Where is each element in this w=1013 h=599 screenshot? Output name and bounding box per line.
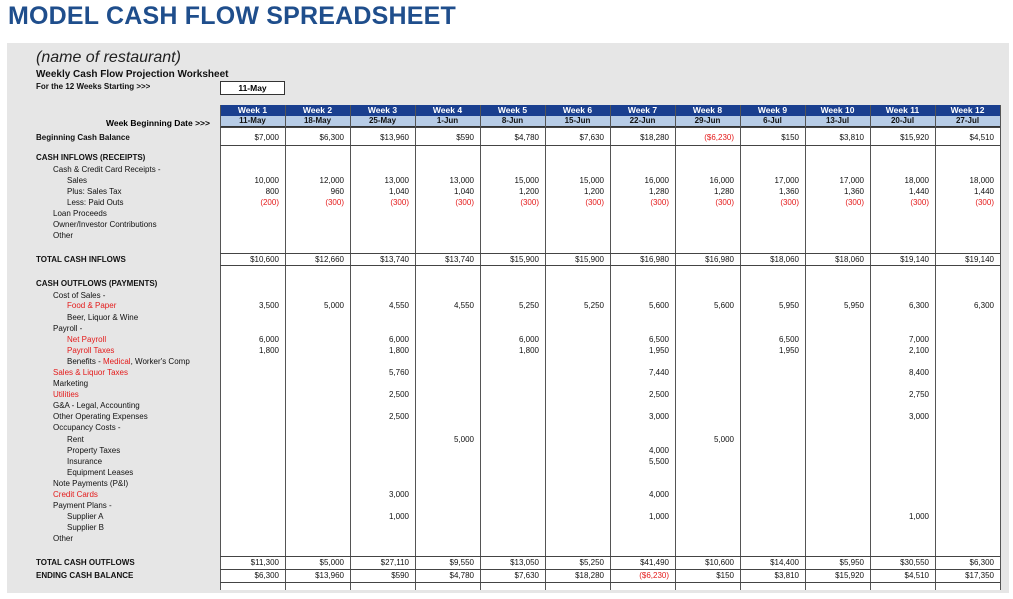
- row-label-cost-of-sales: Cost of Sales -: [53, 291, 106, 300]
- row-label-payment-plans: Payment Plans -: [53, 501, 112, 510]
- cell-beginning-cash[interactable]: $3,810: [839, 133, 864, 142]
- cell-payroll-taxes[interactable]: 1,950: [778, 346, 799, 355]
- cell-utilities[interactable]: 2,500: [388, 390, 409, 399]
- cell-total-inflows[interactable]: $16,980: [640, 255, 669, 264]
- cell-net-payroll[interactable]: 6,500: [778, 335, 799, 344]
- cell-sales-tax[interactable]: 1,200: [583, 187, 604, 196]
- week-date: 27-Jul: [935, 116, 1000, 127]
- cell-sales[interactable]: 15,000: [579, 176, 604, 185]
- week-date: 15-Jun: [545, 116, 610, 127]
- cell-total-outflows[interactable]: $5,250: [579, 558, 604, 567]
- week-header: Week 4: [415, 105, 480, 116]
- week-header: Week 1: [220, 105, 285, 116]
- cell-food-paper[interactable]: 5,250: [583, 301, 604, 310]
- cell-total-outflows[interactable]: $13,050: [510, 558, 539, 567]
- cell-beginning-cash[interactable]: $4,510: [969, 133, 994, 142]
- row-label-other-opex: Other Operating Expenses: [53, 412, 148, 421]
- cell-food-paper[interactable]: 5,250: [518, 301, 539, 310]
- cell-total-inflows[interactable]: $15,900: [510, 255, 539, 264]
- cell-ending-cash[interactable]: ($6,230): [639, 571, 669, 580]
- row-label-sales: Sales: [67, 176, 88, 185]
- week-header: Week 6: [545, 105, 610, 116]
- cell-paid-outs[interactable]: (300): [455, 198, 474, 207]
- row-label-food-paper: Food & Paper: [67, 301, 117, 310]
- cell-sales[interactable]: 16,000: [644, 176, 669, 185]
- cell-total-inflows[interactable]: $12,660: [315, 255, 344, 264]
- cell-property-taxes[interactable]: 4,000: [648, 446, 669, 455]
- row-rule: [220, 556, 1000, 557]
- cell-paid-outs[interactable]: (300): [715, 198, 734, 207]
- cell-beginning-cash[interactable]: $15,920: [900, 133, 929, 142]
- cell-sales-tax[interactable]: 1,280: [648, 187, 669, 196]
- row-label-equipment-leases: Equipment Leases: [67, 468, 134, 477]
- benefits-label-a: Benefits -: [67, 357, 104, 366]
- week-date: 11-May: [220, 116, 285, 127]
- cell-sales-tax[interactable]: 1,360: [843, 187, 864, 196]
- cell-payroll-taxes[interactable]: 1,800: [258, 346, 279, 355]
- row-label-loan-proceeds: Loan Proceeds: [53, 209, 107, 218]
- cell-beginning-cash[interactable]: ($6,230): [704, 133, 734, 142]
- cell-supplier-a[interactable]: 1,000: [388, 512, 409, 521]
- row-label-credit-cards: Credit Cards: [53, 490, 98, 499]
- cell-total-outflows[interactable]: $6,300: [969, 558, 994, 567]
- row-label-supplier-b: Supplier B: [67, 523, 104, 532]
- row-rule: [220, 569, 1000, 570]
- cell-sales-tax[interactable]: 960: [330, 187, 344, 196]
- cell-paid-outs[interactable]: (300): [780, 198, 799, 207]
- cell-sales-tax[interactable]: 1,440: [973, 187, 994, 196]
- cell-sales[interactable]: 13,000: [449, 176, 474, 185]
- cell-total-inflows[interactable]: $10,600: [250, 255, 279, 264]
- row-label-utilities: Utilities: [53, 390, 79, 399]
- week-header: Week 3: [350, 105, 415, 116]
- cell-paid-outs[interactable]: (300): [975, 198, 994, 207]
- cell-paid-outs[interactable]: (300): [520, 198, 539, 207]
- cell-food-paper[interactable]: 6,300: [908, 301, 929, 310]
- cell-credit-cards[interactable]: 4,000: [648, 490, 669, 499]
- cell-total-outflows[interactable]: $5,000: [319, 558, 344, 567]
- row-label-occupancy: Occupancy Costs -: [53, 423, 121, 432]
- cell-sales[interactable]: 18,000: [969, 176, 994, 185]
- worksheet-title: Weekly Cash Flow Projection Worksheet: [36, 69, 229, 80]
- cell-beginning-cash[interactable]: $7,000: [254, 133, 279, 142]
- cell-net-payroll[interactable]: 6,500: [648, 335, 669, 344]
- cell-paid-outs[interactable]: (300): [910, 198, 929, 207]
- cell-other-opex[interactable]: 3,000: [648, 412, 669, 421]
- cell-ending-cash[interactable]: $3,810: [774, 571, 799, 580]
- cell-payroll-taxes[interactable]: 1,800: [388, 346, 409, 355]
- cell-ending-cash[interactable]: $4,780: [449, 571, 474, 580]
- cell-paid-outs[interactable]: (300): [390, 198, 409, 207]
- row-label-payroll-taxes: Payroll Taxes: [67, 346, 115, 355]
- cell-sales-liquor-taxes[interactable]: 8,400: [908, 368, 929, 377]
- cell-ending-cash[interactable]: $7,630: [514, 571, 539, 580]
- row-label-note-payments: Note Payments (P&I): [53, 479, 129, 488]
- cell-food-paper[interactable]: 3,500: [258, 301, 279, 310]
- row-label-total-inflows: TOTAL CASH INFLOWS: [36, 255, 126, 264]
- cell-food-paper[interactable]: 4,550: [453, 301, 474, 310]
- row-label-supplier-a: Supplier A: [67, 512, 104, 521]
- cell-ending-cash[interactable]: $150: [716, 571, 734, 580]
- week-date: 22-Jun: [610, 116, 675, 127]
- cell-total-outflows[interactable]: $41,490: [640, 558, 669, 567]
- week-header: Week 12: [935, 105, 1000, 116]
- cell-net-payroll[interactable]: 6,000: [518, 335, 539, 344]
- cell-food-paper[interactable]: 4,550: [388, 301, 409, 310]
- week-header: Week 11: [870, 105, 935, 116]
- cell-sales[interactable]: 13,000: [384, 176, 409, 185]
- cell-payroll-taxes[interactable]: 1,950: [648, 346, 669, 355]
- cell-net-payroll[interactable]: 6,000: [388, 335, 409, 344]
- row-label-sales-liquor-taxes: Sales & Liquor Taxes: [53, 368, 129, 377]
- cell-sales-tax[interactable]: 1,280: [713, 187, 734, 196]
- week-date: 25-May: [350, 116, 415, 127]
- week-date: 20-Jul: [870, 116, 935, 127]
- cell-total-inflows[interactable]: $13,740: [380, 255, 409, 264]
- cell-food-paper[interactable]: 6,300: [973, 301, 994, 310]
- cell-paid-outs[interactable]: (300): [325, 198, 344, 207]
- cell-rent[interactable]: 5,000: [713, 435, 734, 444]
- row-label-net-payroll: Net Payroll: [67, 335, 107, 344]
- cell-net-payroll[interactable]: 7,000: [908, 335, 929, 344]
- cell-ending-cash[interactable]: $590: [391, 571, 409, 580]
- cell-sales-tax[interactable]: 1,040: [388, 187, 409, 196]
- week-date: 29-Jun: [675, 116, 740, 127]
- week-date: 8-Jun: [480, 116, 545, 127]
- restaurant-name: (name of restaurant): [36, 49, 181, 66]
- row-label-beer-liquor: Beer, Liquor & Wine: [67, 313, 139, 322]
- row-label-ending-cash: ENDING CASH BALANCE: [36, 571, 134, 580]
- cell-sales-tax[interactable]: 1,360: [778, 187, 799, 196]
- row-rule: [220, 253, 1000, 254]
- cell-supplier-a[interactable]: 1,000: [648, 512, 669, 521]
- row-label-paid-outs: Less: Paid Outs: [67, 198, 124, 207]
- cell-supplier-a[interactable]: 1,000: [908, 512, 929, 521]
- row-label-insurance: Insurance: [67, 457, 103, 466]
- cell-total-outflows[interactable]: $11,300: [250, 558, 279, 567]
- row-label-ga: G&A - Legal, Accounting: [53, 401, 140, 410]
- row-rule: [220, 265, 1000, 266]
- header-rule: [220, 127, 1000, 128]
- row-label-total-outflows: TOTAL CASH OUTFLOWS: [36, 558, 135, 567]
- cell-sales-liquor-taxes[interactable]: 7,440: [648, 368, 669, 377]
- cell-utilities[interactable]: 2,750: [908, 390, 929, 399]
- cell-food-paper[interactable]: 5,000: [323, 301, 344, 310]
- row-label-payroll: Payroll -: [53, 324, 83, 333]
- worksheet-subtitle: For the 12 Weeks Starting >>>: [36, 82, 151, 91]
- cell-ending-cash[interactable]: $15,920: [835, 571, 864, 580]
- row-label-other-out: Other: [53, 534, 74, 543]
- week-header: Week 7: [610, 105, 675, 116]
- week-header: Week 9: [740, 105, 805, 116]
- cell-total-outflows[interactable]: $5,950: [839, 558, 864, 567]
- row-label-benefits: [67, 357, 190, 366]
- cell-beginning-cash[interactable]: $13,960: [380, 133, 409, 142]
- cell-beginning-cash[interactable]: $590: [456, 133, 474, 142]
- cell-sales-tax[interactable]: 1,200: [518, 187, 539, 196]
- cell-total-outflows[interactable]: $10,600: [705, 558, 734, 567]
- cell-total-inflows[interactable]: $19,140: [965, 255, 994, 264]
- cell-credit-cards[interactable]: 3,000: [388, 490, 409, 499]
- row-label-other-in: Other: [53, 231, 74, 240]
- cell-total-outflows[interactable]: $9,550: [449, 558, 474, 567]
- row-rule: [220, 582, 1000, 583]
- cell-sales[interactable]: 10,000: [254, 176, 279, 185]
- row-label-cc-receipts: Cash & Credit Card Receipts -: [53, 165, 161, 174]
- week-beginning-label: Week Beginning Date >>>: [105, 118, 210, 128]
- cell-total-inflows[interactable]: $16,980: [705, 255, 734, 264]
- cell-ending-cash[interactable]: $17,350: [965, 571, 994, 580]
- week-header: Week 5: [480, 105, 545, 116]
- row-label-outflows-header: CASH OUTFLOWS (PAYMENTS): [36, 279, 158, 288]
- cell-paid-outs[interactable]: (300): [845, 198, 864, 207]
- row-label-beginning-cash: Beginning Cash Balance: [36, 133, 130, 142]
- week-date: 18-May: [285, 116, 350, 127]
- cell-net-payroll[interactable]: 6,000: [258, 335, 279, 344]
- cell-payroll-taxes[interactable]: 1,800: [518, 346, 539, 355]
- cell-sales-liquor-taxes[interactable]: 5,760: [388, 368, 409, 377]
- cell-other-opex[interactable]: 2,500: [388, 412, 409, 421]
- cell-total-inflows[interactable]: $13,740: [445, 255, 474, 264]
- cell-total-outflows[interactable]: $27,110: [380, 558, 409, 567]
- cell-insurance[interactable]: 5,500: [648, 457, 669, 466]
- cell-other-opex[interactable]: 3,000: [908, 412, 929, 421]
- cell-payroll-taxes[interactable]: 2,100: [908, 346, 929, 355]
- cell-sales[interactable]: 17,000: [839, 176, 864, 185]
- cell-total-inflows[interactable]: $15,900: [575, 255, 604, 264]
- benefits-label-medical: Medical: [103, 357, 131, 366]
- row-label-sales-tax: Plus: Sales Tax: [67, 187, 122, 196]
- week-date: 6-Jul: [740, 116, 805, 127]
- cell-sales[interactable]: 17,000: [774, 176, 799, 185]
- cell-sales[interactable]: 16,000: [709, 176, 734, 185]
- week-date: 1-Jun: [415, 116, 480, 127]
- cell-paid-outs[interactable]: (200): [260, 198, 279, 207]
- cell-total-outflows[interactable]: $30,550: [900, 558, 929, 567]
- week-header: Week 2: [285, 105, 350, 116]
- start-date-cell[interactable]: 11-May: [220, 81, 285, 95]
- cell-total-inflows[interactable]: $18,060: [835, 255, 864, 264]
- cell-paid-outs[interactable]: (300): [585, 198, 604, 207]
- cell-ending-cash[interactable]: $13,960: [315, 571, 344, 580]
- cell-sales[interactable]: 12,000: [319, 176, 344, 185]
- cell-food-paper[interactable]: 5,950: [778, 301, 799, 310]
- cell-beginning-cash[interactable]: $150: [781, 133, 799, 142]
- cell-utilities[interactable]: 2,500: [648, 390, 669, 399]
- cell-beginning-cash[interactable]: $6,300: [319, 133, 344, 142]
- cell-beginning-cash[interactable]: $7,630: [579, 133, 604, 142]
- week-date: 13-Jul: [805, 116, 870, 127]
- row-label-owner-contrib: Owner/Investor Contributions: [53, 220, 157, 229]
- cell-sales-tax[interactable]: 1,440: [908, 187, 929, 196]
- cell-total-outflows[interactable]: $14,400: [770, 558, 799, 567]
- cell-total-inflows[interactable]: $18,060: [770, 255, 799, 264]
- cell-sales[interactable]: 15,000: [514, 176, 539, 185]
- cell-beginning-cash[interactable]: $4,780: [514, 133, 539, 142]
- cell-paid-outs[interactable]: (300): [650, 198, 669, 207]
- cell-ending-cash[interactable]: $6,300: [254, 571, 279, 580]
- week-header: Week 8: [675, 105, 740, 116]
- cell-food-paper[interactable]: 5,600: [648, 301, 669, 310]
- cell-total-inflows[interactable]: $19,140: [900, 255, 929, 264]
- row-label-property-taxes: Property Taxes: [67, 446, 121, 455]
- cell-food-paper[interactable]: 5,600: [713, 301, 734, 310]
- cell-sales-tax[interactable]: 800: [265, 187, 279, 196]
- cell-rent[interactable]: 5,000: [453, 435, 474, 444]
- cell-sales[interactable]: 18,000: [904, 176, 929, 185]
- column-divider: [1000, 105, 1001, 590]
- week-header: Week 10: [805, 105, 870, 116]
- cell-ending-cash[interactable]: $4,510: [904, 571, 929, 580]
- page-title: MODEL CASH FLOW SPREADSHEET: [8, 2, 457, 30]
- cell-sales-tax[interactable]: 1,040: [453, 187, 474, 196]
- row-label-rent: Rent: [67, 435, 84, 444]
- cell-beginning-cash[interactable]: $18,280: [640, 133, 669, 142]
- row-rule: [220, 145, 1000, 146]
- cell-ending-cash[interactable]: $18,280: [575, 571, 604, 580]
- benefits-label-c: , Worker's Comp: [130, 357, 190, 366]
- row-label-inflows-header: CASH INFLOWS (RECEIPTS): [36, 153, 146, 162]
- row-label-marketing: Marketing: [53, 379, 89, 388]
- cell-food-paper[interactable]: 5,950: [843, 301, 864, 310]
